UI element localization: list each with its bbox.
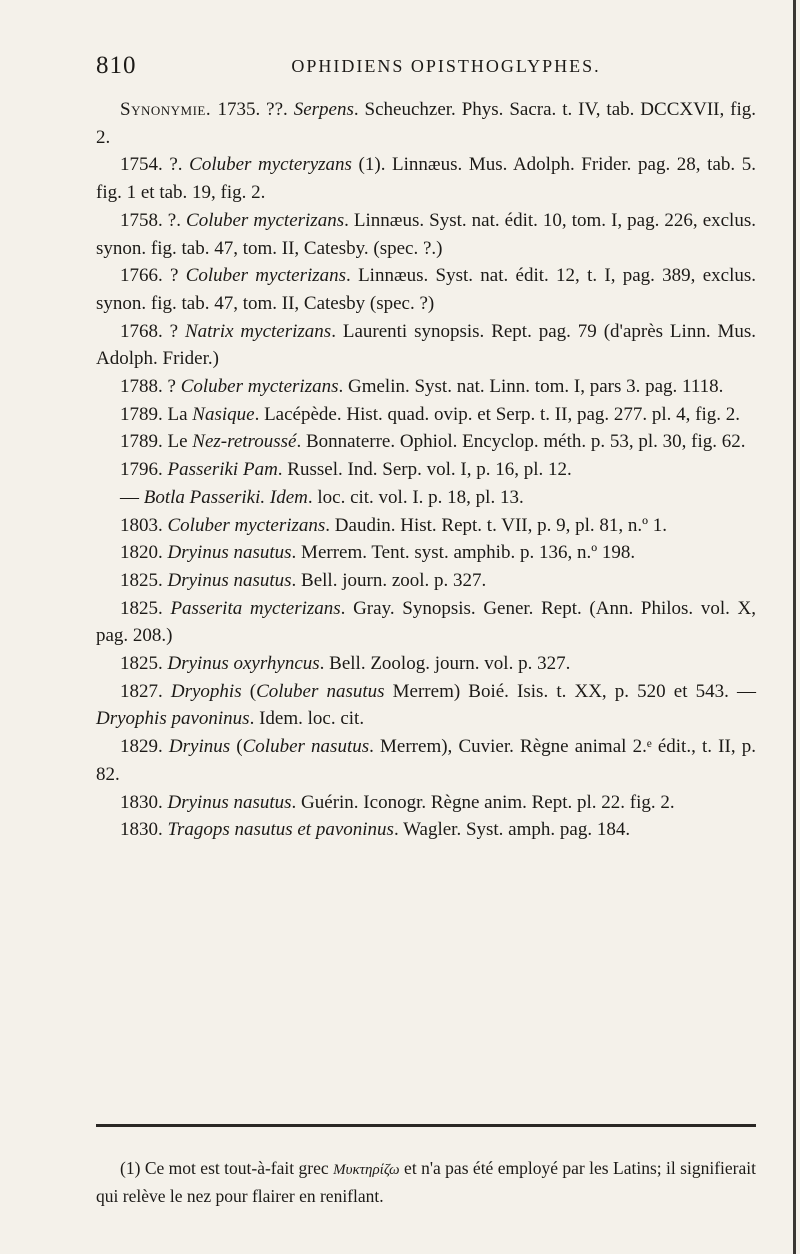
taxon-name: Tragops nasutus et pavoninus xyxy=(167,819,394,841)
synonymy-entry xyxy=(96,456,756,484)
citation-text: 1830. xyxy=(120,791,168,813)
synonymy-entry xyxy=(96,567,756,595)
footnote-text-start: (1) Ce mot est tout-à-fait grec xyxy=(120,1157,334,1178)
page-number: 810 xyxy=(96,52,137,79)
citation-text: 1830. xyxy=(120,819,168,841)
citation-text: 1796. xyxy=(120,459,168,481)
citation-text: ( xyxy=(230,736,243,758)
citation-text: . Idem. loc. cit. xyxy=(249,708,365,730)
taxon-name: Coluber mycterizans xyxy=(186,209,345,231)
citation-text: 1803. xyxy=(120,514,168,536)
synonymy-entry xyxy=(96,96,756,151)
synonymy-entry xyxy=(96,789,756,817)
synonymy-entry xyxy=(96,816,756,844)
footnote-divider xyxy=(96,1124,756,1127)
taxon-name: Dryinus nasutus xyxy=(167,791,292,813)
taxon-name: Coluber mycterizans xyxy=(167,514,326,536)
footnote xyxy=(96,1155,756,1209)
synonymy-entry xyxy=(96,373,756,401)
footnote-text-end: et n'a pas été employé par les Latins; il signifierait qui relève le nez pour flairer en reniflant. xyxy=(96,1157,756,1206)
citation-text: 1825. xyxy=(120,597,171,619)
taxon-name: Coluber nasutus xyxy=(242,736,370,758)
taxon-name: Botla Passeriki. Idem xyxy=(143,486,308,508)
synonymy-entry xyxy=(96,484,756,512)
citation-text: . loc. cit. vol. I. p. 18, pl. 13. xyxy=(307,486,524,508)
taxon-name: Dryinus nasutus xyxy=(167,542,292,564)
taxon-name: Passeriki Pam xyxy=(167,459,278,481)
right-edge-rule xyxy=(793,0,796,1254)
synonymy-entry xyxy=(96,262,756,317)
citation-text: Merrem) Boié. Isis. t. XX, p. 520 et 543. — xyxy=(384,680,756,702)
section-label: Synonymie. xyxy=(120,99,218,120)
synonymy-entry xyxy=(96,207,756,262)
page-header xyxy=(96,52,756,82)
citation-text: . Merrem. Tent. syst. amphib. p. 136, n.º 198. xyxy=(291,542,636,564)
citation-text: 1758. ?. xyxy=(120,209,187,231)
taxon-name: Dryinus xyxy=(168,736,231,758)
citation-text: . Laurenti synopsis. Rept. pag. 79 (d'après Linn. Mus. Adolph. Frider.) xyxy=(96,320,756,370)
synonymy-entry xyxy=(96,678,756,733)
taxon-name: Dryinus nasutus xyxy=(167,569,292,591)
synonymy-entry xyxy=(96,539,756,567)
citation-text: — xyxy=(120,486,144,508)
citation-text: 1768. ? xyxy=(120,320,185,342)
synonymy-entry xyxy=(96,318,756,373)
taxon-name: Dryophis xyxy=(170,680,242,702)
taxon-name: Passerita mycterizans xyxy=(170,597,341,619)
citation-text: . Linnæus. Syst. nat. édit. 12, t. I, pag. 389, exclus. synon. fig. tab. 47, tom. II, Catesby (spec. ?) xyxy=(96,265,756,314)
citation-text: 1825. xyxy=(120,653,168,675)
citation-text: . Bonnaterre. Ophiol. Encyclop. méth. p. 53, pl. 30, fig. 62. xyxy=(296,431,746,453)
citation-text: ( xyxy=(241,680,257,702)
taxon-name: Nasique xyxy=(192,403,255,425)
citation-text: 1827. xyxy=(120,680,171,702)
synonymy-entry xyxy=(96,151,756,206)
taxon-name: Coluber mycterizans xyxy=(180,376,339,398)
citation-text: . Gmelin. Syst. nat. Linn. tom. I, pars 3. pag. 1118. xyxy=(338,376,724,398)
citation-text: 1825. xyxy=(120,569,168,591)
synonymy-entry xyxy=(96,733,756,788)
synonymy-list xyxy=(96,96,756,844)
citation-text: 1789. Le xyxy=(120,431,193,453)
taxon-name: Nez-retroussé xyxy=(192,431,297,453)
citation-text: . Wagler. Syst. amph. pag. 184. xyxy=(393,819,631,841)
synonymy-entry xyxy=(96,595,756,650)
taxon-name: Coluber nasutus xyxy=(256,680,385,702)
synonymy-entry xyxy=(96,401,756,429)
taxon-name: Coluber mycterizans xyxy=(185,265,347,287)
citation-text: . Linnæus. Syst. nat. édit. 10, tom. I, pag. 226, exclus. synon. fig. tab. 47, tom. II, Catesby. (spec. ?.) xyxy=(96,209,756,259)
taxon-name: Dryinus oxyrhyncus xyxy=(167,653,320,675)
citation-text: (1). Linnæus. Mus. Adolph. Frider. pag. 28, tab. 5. fig. 1 et tab. 19, fig. 2. xyxy=(96,154,756,204)
citation-text: 1735. ??. xyxy=(217,99,294,120)
citation-text: . Merrem), Cuvier. Règne animal 2.ᵉ édit., t. II, p. 82. xyxy=(96,736,756,785)
citation-text: 1829. xyxy=(120,736,169,758)
citation-text: . Guérin. Iconogr. Règne anim. Rept. pl. 22. fig. 2. xyxy=(291,791,675,813)
footnote-greek-word: Μυκτηρίζω xyxy=(333,1161,400,1178)
citation-text: . Russel. Ind. Serp. vol. I, p. 16, pl. 12. xyxy=(277,459,572,481)
running-title: OPHIDIENS OPISTHOGLYPHES. xyxy=(291,56,601,76)
taxon-name: Dryophis pavoninus xyxy=(96,708,250,730)
synonymy-entry xyxy=(96,650,756,678)
taxon-name: Natrix mycterizans xyxy=(184,320,332,342)
citation-text: . Scheuchzer. Phys. Sacra. t. IV, tab. DCCXVII, fig. 2. xyxy=(96,99,756,148)
taxon-name: Coluber mycteryzans xyxy=(189,154,352,176)
citation-text: 1766. ? xyxy=(120,265,186,287)
citation-text: 1754. ?. xyxy=(120,154,190,176)
citation-text: 1820. xyxy=(120,542,168,564)
citation-text: . Bell. journ. zool. p. 327. xyxy=(291,569,487,591)
taxon-name: Serpens xyxy=(293,99,354,120)
citation-text: . Daudin. Hist. Rept. t. VII, p. 9, pl. 81, n.º 1. xyxy=(325,514,668,536)
citation-text: 1789. La xyxy=(120,403,193,425)
citation-text: . Lacépède. Hist. quad. ovip. et Serp. t. II, pag. 277. pl. 4, fig. 2. xyxy=(254,403,741,425)
citation-text: . Bell. Zoolog. journ. vol. p. 327. xyxy=(319,653,571,675)
citation-text: . Gray. Synopsis. Gener. Rept. (Ann. Philos. vol. X, pag. 208.) xyxy=(96,597,757,647)
synonymy-entry xyxy=(96,512,756,540)
synonymy-entry xyxy=(96,428,756,456)
citation-text: 1788. ? xyxy=(120,376,181,398)
